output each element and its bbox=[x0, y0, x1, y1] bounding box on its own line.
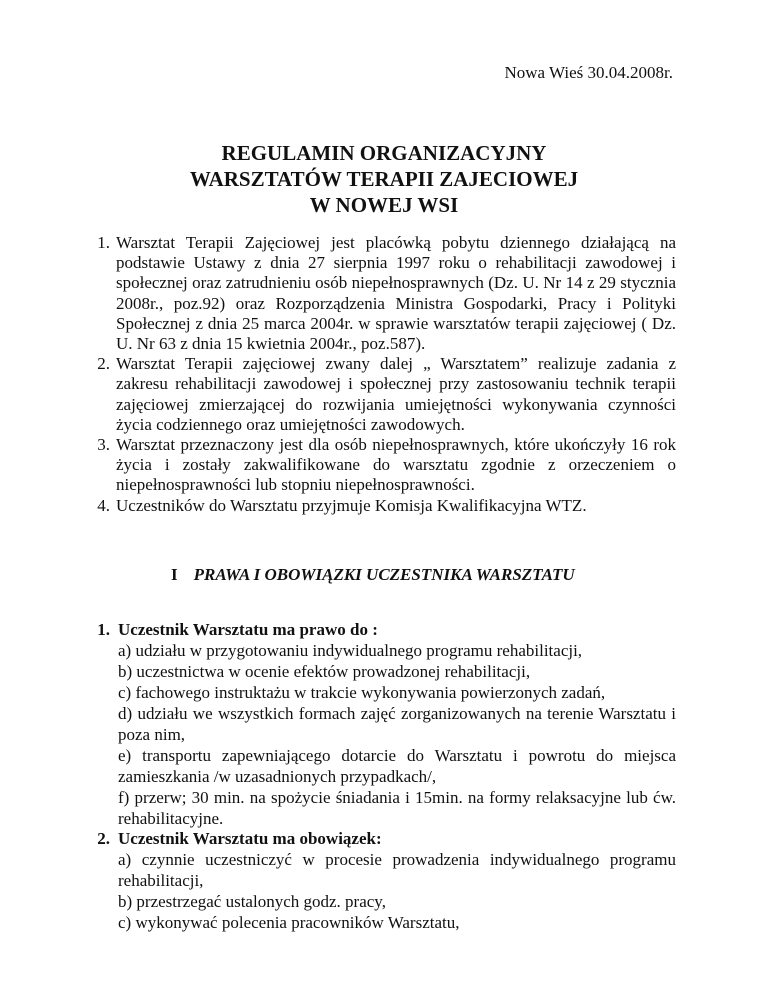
list-item bbox=[80, 435, 676, 496]
list-item bbox=[80, 354, 676, 435]
title-line-2: WARSZTATÓW TERAPII ZAJECIOWEJ bbox=[189, 167, 579, 191]
title-line-3: W NOWEJ WSI bbox=[309, 193, 459, 217]
rights-heading: Uczestnik Warsztatu ma prawo do : bbox=[118, 620, 378, 639]
sub-item: c) wykonywać polecenia pracowników Warsztatu, bbox=[118, 913, 460, 932]
list-text: Warsztat Terapii Zajęciowej jest placówką pobytu dziennego działającą na podstawie Ustawy z dnia 27 sierpnia 1997 roku o rehabilitacji zawodowej i społecznej oraz zatrudnieniu osób niepełnosprawnych (Dz. U. Nr 14 z 29 stycznia 2008r., poz.92) oraz Rozporządzenia Ministra Gospodarki, Pracy i Polityki Społecznej z dnia 25 marca 2004r. w sprawie warsztatów terapii zajęciowej ( Dz. U. Nr 63 z dnia 15 kwietnia 2004r., poz.587). bbox=[116, 233, 676, 354]
section-title: PRAWA I OBOWIĄZKI UCZESTNIKA WARSZTATU bbox=[193, 565, 575, 584]
list-item bbox=[80, 233, 676, 354]
list-number: 4. bbox=[97, 495, 110, 515]
list-item bbox=[80, 619, 676, 829]
list-number: 1. bbox=[97, 620, 110, 639]
list-text: Uczestników do Warsztatu przyjmuje Komisja Kwalifikacyjna WTZ. bbox=[116, 495, 587, 515]
list-number: 3. bbox=[97, 435, 110, 455]
sub-item: c) fachowego instruktażu w trakcie wykonywania powierzonych zadań, bbox=[118, 683, 606, 702]
section-heading bbox=[171, 565, 575, 585]
sub-item: a) udziału w przygotowaniu indywidualnego programu rehabilitacji, bbox=[118, 641, 583, 660]
list-number: 2. bbox=[97, 354, 110, 374]
sub-item: f) przerw; 30 min. na spożycie śniadania i 15min. na formy relaksacyjne lub ćw. rehabilitacyjne. bbox=[118, 788, 676, 828]
rights-block bbox=[80, 619, 676, 829]
document-date: Nowa Wieś 30.04.2008r. bbox=[504, 63, 673, 82]
section-number: I bbox=[171, 565, 178, 584]
sub-item: a) czynnie uczestniczyć w procesie prowadzenia indywidualnego programu rehabilitacji, bbox=[118, 850, 676, 890]
title-line-1: REGULAMIN ORGANIZACYJNY bbox=[221, 141, 547, 165]
duties-heading: Uczestnik Warsztatu ma obowiązek: bbox=[118, 829, 382, 848]
duties-block bbox=[80, 828, 676, 933]
list-text: Warsztat Terapii zajęciowej zwany dalej „ Warsztatem” realizuje zadania z zakresu rehabilitacji zawodowej i społecznej przy zastosowaniu technik terapii zajęciowej zmierzającej do rozwijania umiejętności wykonywania czynności życia codziennego oraz umiejętności zawodowych. bbox=[116, 354, 676, 434]
list-item bbox=[80, 828, 676, 933]
sub-item: d) udziału we wszystkich formach zajęć zorganizowanych na terenie Warsztatu i poza nim, bbox=[118, 704, 676, 744]
document-title bbox=[0, 140, 768, 218]
intro-list bbox=[80, 233, 676, 516]
sub-item: b) uczestnictwa w ocenie efektów prowadzonej rehabilitacji, bbox=[118, 662, 531, 681]
list-text: Warsztat przeznaczony jest dla osób niepełnosprawnych, które ukończyły 16 rok życia i zostały zakwalifikowane do warsztatu zgodnie z orzeczeniem o niepełnosprawności lub stopniu niepełnosprawności. bbox=[116, 435, 676, 495]
list-number: 2. bbox=[97, 829, 110, 848]
sub-item: e) transportu zapewniającego dotarcie do Warsztatu i powrotu do miejsca zamieszkania /w uzasadnionych przypadkach/, bbox=[118, 746, 676, 786]
list-item bbox=[80, 496, 676, 516]
list-number: 1. bbox=[97, 233, 110, 252]
sub-item: b) przestrzegać ustalonych godz. pracy, bbox=[118, 892, 386, 911]
